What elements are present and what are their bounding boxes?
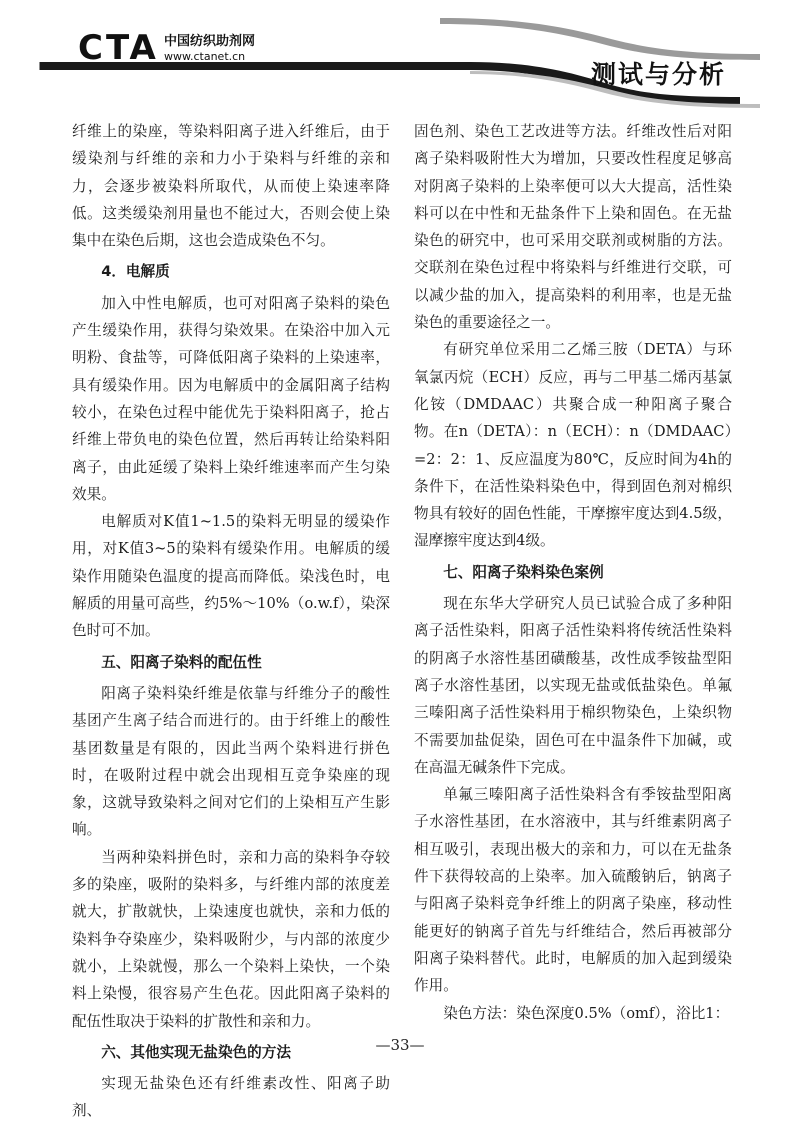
paragraph: 实现无盐染色还有纤维素改性、阳离子助剂、 — [72, 1075, 390, 1120]
paragraph: 现在东华大学研究人员已试验合成了多种阳离子活性染料，阳离子活性染料将传统活性染料的阴离子水溶性基团磺酸基，改性成季铵盐型阳离子水溶性基团，以实现无盐或低盐染色。单氟三嗪阳离子活性染料用于棉织物染色，上染织物不需要加盐促染，固色可在中温条件下加碱，或在高温无碱条件下完成。 — [414, 595, 732, 776]
paragraph: 纤维上的染座，等染料阳离子进入纤维后，由于缓染剂与纤维的亲和力小于染料与纤维的亲和力，会逐步被染料所取代，从而使上染速率降低。这类缓染剂用量也不能过大，否则会使上染集中在染色后期，这也会造成染色不匀。 — [72, 123, 390, 250]
section-title: 测试与分析 — [590, 60, 726, 89]
section-heading: 七、阳离子染料染色案例 — [443, 563, 604, 581]
left-column — [72, 118, 390, 1125]
logo-text: CTA — [78, 28, 159, 68]
paragraph: 染色方法：染色深度0.5%（omf），浴比1： — [443, 1004, 730, 1022]
paragraph: 加入中性电解质，也可对阳离子染料的染色产生缓染作用，获得匀染效果。在染浴中加入元明粉、食盐等，可降低阳离子染料的上染速率，具有缓染作用。因为电解质中的金属阳离子结构较小，在染色过程中能优先于染料阳离子，抢占纤维上带负电的染色位置，然后再转让给染料阳离子，由此延缓了染料上染纤维速率而产生匀染效果。 — [72, 294, 390, 503]
right-column — [414, 118, 732, 1027]
paragraph: 当两种染料拼色时，亲和力高的染料争夺较多的染座，吸附的染料多，与纤维内部的浓度差就大，扩散就快，上染速度也就快，亲和力低的染料争夺染座少，染料吸附少，与内部的浓度少就小，上染就慢，那么一个染料上染快，一个染料上染慢，很容易产生色花。因此阳离子染料的配伍性取决于染料的扩散性和亲和力。 — [72, 848, 390, 1030]
paragraph: 固色剂、染色工艺改进等方法。纤维改性后对阳离子染料吸附性大为增加，只要改性程度足够高对阴离子染料的上染率便可以大大提高，活性染料可以在中性和无盐条件下上染和固色。在无盐染色的研究中，也可采用交联剂或树脂的方法。交联剂在染色过程中将染料与纤维进行交联，可以减少盐的加入，提高染料的利用率，也是无盐染色的重要途径之一。 — [414, 123, 732, 332]
page-number: —33— — [375, 1036, 425, 1054]
section-heading: 五、阳离子染料的配伍性 — [101, 653, 262, 671]
paragraph: 电解质对K值1~1.5的染料无明显的缓染作用，对K值3~5的染料有缓染作用。电解质的缓染作用随染色温度的提高而降低。染浅色时，电解质的用量可高些，约5%～10%（o.w.f），染深色时可不加。 — [72, 513, 390, 640]
logo-chinese-name: 中国纺织助剂网 — [164, 34, 256, 49]
paragraph: 单氟三嗪阳离子活性染料含有季铵盐型阳离子水溶性基团，在水溶液中，其与纤维素阴离子相互吸引，表现出极大的亲和力，可以在无盐条件下获得较高的上染率。加入硫酸钠后，钠离子与阳离子染料竞争纤维上的阴离子染座，移动性能更好的钠离子首先与纤维结合，然后再被部分阳离子染料替代。此时，电解质的加入起到缓染作用。 — [414, 786, 732, 995]
page-header — [0, 0, 800, 112]
paragraph: 有研究单位采用二乙烯三胺（DETA）与环氧氯丙烷（ECH）反应，再与二甲基二烯丙基氯化铵（DMDAAC）共聚合成一种阳离子聚合物。在n（DETA）：n（ECH）：n（DMDAAC）=2：2：1、反应温度为80℃，反应时间为4h的条件下，在活性染料染色中，得到固色剂对棉织物具有较好的固色性能，干摩擦牢度达到4.5级，湿摩擦牢度达到4级。 — [414, 341, 732, 550]
paragraph: 阳离子染料染纤维是依靠与纤维分子的酸性基团产生离子结合而进行的。由于纤维上的酸性基团数量是有限的，因此当两个染料进行拼色时，在吸附过程中就会出现相互竞争染座的现象，这就导致染料之间对它们的上染相互产生影响。 — [72, 684, 390, 839]
logo-url: www.ctanet.cn — [164, 50, 246, 63]
section-heading: 六、其他实现无盐染色的方法 — [101, 1043, 291, 1061]
section-heading: 4．电解质 — [101, 263, 170, 281]
